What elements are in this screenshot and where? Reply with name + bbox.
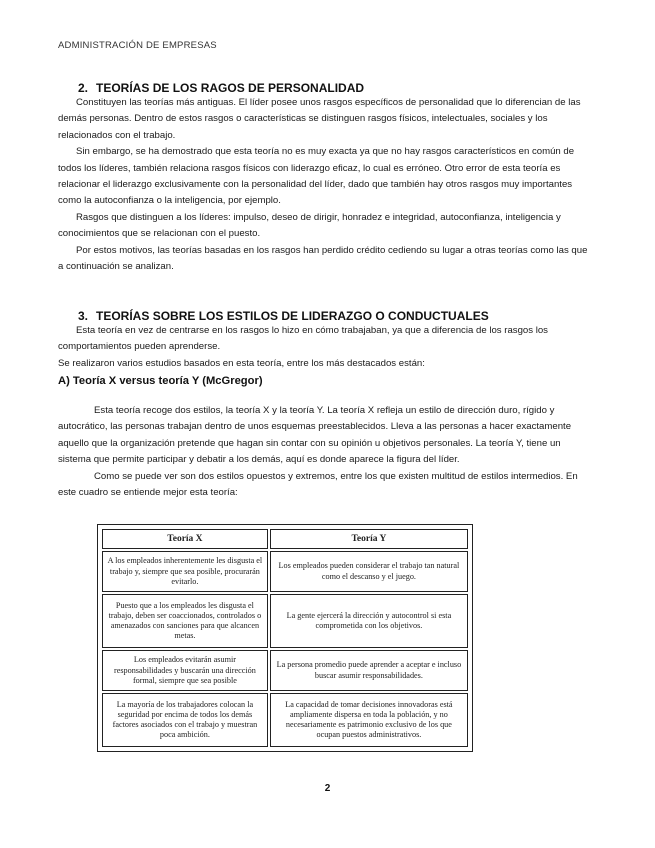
section-3-heading xyxy=(78,309,489,323)
table-cell: La gente ejercerá la dirección y autocontrol si esta comprometida con los objetivos. xyxy=(270,594,468,648)
table-cell: Los empleados evitarán asumir responsabilidades y buscarán una dirección formal, siempre que sea posible xyxy=(102,650,268,691)
section-3-body xyxy=(58,403,594,501)
section-3-intro xyxy=(58,323,594,372)
document-header: ADMINISTRACIÓN DE EMPRESAS xyxy=(58,40,217,51)
section-3-title: TEORÍAS SOBRE LOS ESTILOS DE LIDERAZGO O CONDUCTUALES xyxy=(96,309,489,323)
table-header-theory-x: Teoría X xyxy=(102,529,268,549)
page-number: 2 xyxy=(324,783,331,794)
section-3-paragraph-2: Como se puede ver son dos estilos opuestos y extremos, entre los que existen multitud de estilos intermedios. En este cuadro se entiende mejor esta teoría: xyxy=(58,470,578,499)
table-cell: La persona promedio puede aprender a aceptar e incluso buscar asumir responsabilidades. xyxy=(270,650,468,691)
table-row xyxy=(102,551,468,592)
table-cell: La mayoría de los trabajadores colocan la seguridad por encima de todos los demás factores asociados con el trabajo y muestran poca ambición. xyxy=(102,693,268,747)
table-row xyxy=(102,594,468,648)
section-2-paragraph-4: Por estos motivos, las teorías basadas en los rasgos han perdido crédito cediendo su lugar a otras teorías como las que a continuación se analizan. xyxy=(58,244,588,273)
section-2-body xyxy=(58,95,594,275)
table-cell: La capacidad de tomar decisiones innovadoras está ampliamente dispersa en toda la población, y no necesariamente es patrimonio exclusivo de los que ocupan puestos administrativos. xyxy=(270,693,468,747)
section-2-paragraph-2: Sin embargo, se ha demostrado que esta teoría no es muy exacta ya que no hay rasgos característicos en común de todos los líderes, también relaciona rasgos físicos con liderazgo eficaz, lo cual es erróneo. Otro error de esta teoría es relacionar el liderazgo exclusivamente con la personalidad del líder, dado que también hay otros rasgos muy importantes como la autoconfianza o la inteligencia, por ejemplo. xyxy=(58,146,575,207)
theory-comparison-table xyxy=(97,524,473,752)
section-3-intro-paragraph: Esta teoría en vez de centrarse en los rasgos lo hizo en cómo trabajaban, ya que a diferencia de los rasgos los comportamientos pueden aprenderse. xyxy=(58,325,548,353)
table-cell: A los empleados inherentemente les disgusta el trabajo y, siempre que sea posible, procurarán evitarlo. xyxy=(102,551,268,592)
section-2-heading xyxy=(78,81,364,95)
table-cell: Los empleados pueden considerar el trabajo tan natural como el descanso y el juego. xyxy=(270,551,468,592)
section-2-title: TEORÍAS DE LOS RAGOS DE PERSONALIDAD xyxy=(96,81,365,95)
table-header-theory-y: Teoría Y xyxy=(270,529,468,549)
section-2-paragraph-1: Constituyen las teorías más antiguas. El líder posee unos rasgos específicos de personalidad que lo diferencian de las demás personas. Dentro de estos rasgos o características se distinguen rasgos físicos, intelectuales, sociales y los relacionados con el trabajo. xyxy=(58,97,581,141)
table-header-row xyxy=(102,529,468,549)
section-3-intro-line: Se realizaron varios estudios basados en esta teoría, entre los más destacados están: xyxy=(58,357,425,369)
section-3-number: 3. xyxy=(78,309,89,323)
table-row xyxy=(102,650,468,691)
table-cell: Puesto que a los empleados les disgusta el trabajo, deben ser coaccionados, controlados o amenazados con sanciones para que alcancen metas. xyxy=(102,594,268,648)
section-3-paragraph-1: Esta teoría recoge dos estilos, la teoría X y la teoría Y. La teoría X refleja un estilo de dirección duro, rígido y autocrático, las personas trabajan dentro de unos esquemas preestablecidos. Lleva a las personas a hacer exactamente aquello que la organización pretende que hagan sin contar con su opinión u objetivos personales. La teoría Y, tiene un sistema que permite participar y debatir a los demás, aquí es donde aparece la figura del líder. xyxy=(58,405,572,466)
section-2-paragraph-3: Rasgos que distinguen a los líderes: impulso, deseo de dirigir, honradez e integridad, autoconfianza, inteligencia y conocimientos que se relacionan con el puesto. xyxy=(58,211,561,240)
table-row xyxy=(102,693,468,747)
subsection-a-title: A) Teoría X versus teoría Y (McGregor) xyxy=(58,375,263,387)
section-2-number: 2. xyxy=(78,81,89,95)
